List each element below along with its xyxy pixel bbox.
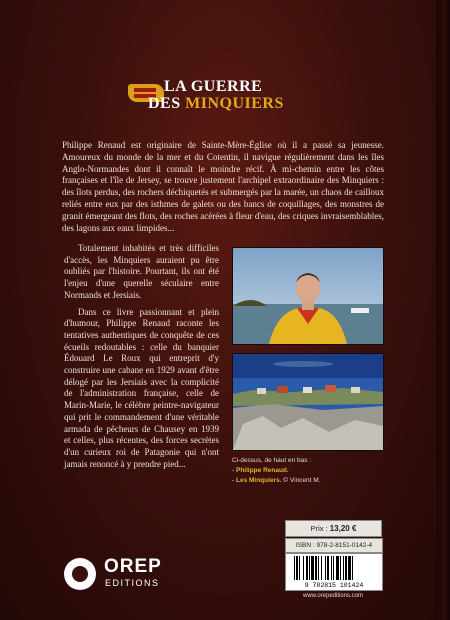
barcode-bar	[331, 556, 332, 580]
barcode-bar	[315, 556, 317, 580]
barcode-bar	[299, 556, 300, 580]
barcode-bar	[336, 556, 339, 580]
body-column	[64, 243, 219, 475]
barcode-bar	[345, 556, 347, 580]
barcode-bar	[325, 556, 326, 580]
spine-edge	[436, 0, 450, 620]
barcode-bar	[311, 556, 314, 580]
publisher-name: OREP	[104, 556, 162, 577]
barcode-bar	[294, 556, 295, 580]
title-accent: MINQUIERS	[185, 95, 284, 112]
photo-caption	[232, 456, 387, 486]
intro-paragraph: Philippe Renaud est originaire de Sainte-Mère-Église où il a passé sa jeunesse. Amoureux du monde de la mer et du Cotentin, il navigue régulièrement dans les îles Anglo-Normandes dont il connaît le moindre récif. À mi-chemin entre les côtes françaises et l'île de Jersey, se trouve justement l'archipel extraordinaire des Minquiers : des îlots perdus, des rochers déchiquetés et submergés par la marée, un chaos de cailloux reliés entre eux par des isthmes de galets ou des bancs de coquillages, des monstres de granit émergeant des flots, des roches acérées à fleur d'eau, des criques invraisemblables, des lagons aux eaux limpides...	[62, 140, 384, 233]
body-paragraph-1: Totalement inhabités et très difficiles d'accès, les Minquiers auraient pu être oubliés par l'histoire. Pourtant, ils ont été l'enjeu d'une querelle séculaire entre Normands et Jersiais.	[64, 243, 219, 300]
orep-circle-icon	[64, 558, 96, 590]
barcode-bar	[348, 556, 351, 580]
caption-title: Ci-dessus, de haut en bas :	[232, 457, 312, 464]
body-paragraph-2: Dans ce livre passionnant et plein d'humour, Philippe Renaud raconte les tentatives authentiques de conquête de ces écueils redoutables : celle du banquier Édouard Le Roux qui entreprit d'y construire une cabane en 1929 avant d'être délogé par les Jersiais avec la complicité de l'administration française, celle de Marin-Marie, le célèbre peintre-navigateur qui prit le commandement d'une véritable armada de pêcheurs de Chausey en 1939 et celles, plus récentes, des forces secrètes d'un curieux roi de Patagonie qui n'ont jamais renoncé à y prendre pied...	[64, 306, 219, 469]
price-label: Prix :	[310, 524, 330, 533]
barcode-bars	[294, 556, 374, 580]
author-photo	[232, 247, 384, 345]
barcode-number: 9 782815 101424	[304, 582, 364, 589]
isbn-box: ISBN : 978-2-8151-0142-4	[285, 538, 383, 553]
publisher-website: www.orepeditions.com	[302, 593, 364, 599]
barcode-bar	[333, 556, 334, 580]
barcode-bar	[303, 556, 304, 580]
barcode-bar	[340, 556, 341, 580]
barcode	[285, 553, 383, 591]
publisher-logo	[64, 556, 184, 592]
barcode-bar	[343, 556, 344, 580]
barcode-bar	[296, 556, 298, 580]
price-box	[285, 520, 382, 537]
price-value: 13,20 €	[329, 524, 357, 533]
barcode-bar	[309, 556, 310, 580]
barcode-bar	[327, 556, 329, 580]
caption-item-1: - Philippe Renaud.	[232, 467, 289, 474]
title-line-2	[148, 95, 284, 113]
barcode-bar	[306, 556, 308, 580]
publisher-sub: EDITIONS	[105, 578, 160, 588]
title-line-1: LA GUERRE	[164, 78, 263, 95]
minquiers-photo	[232, 353, 384, 451]
barcode-bar	[352, 556, 353, 580]
barcode-bar	[321, 556, 322, 580]
title-prefix: DES	[148, 95, 181, 112]
barcode-bar	[318, 556, 319, 580]
caption-item-2: - Les Minquiers. © Vincent M.	[232, 477, 321, 484]
